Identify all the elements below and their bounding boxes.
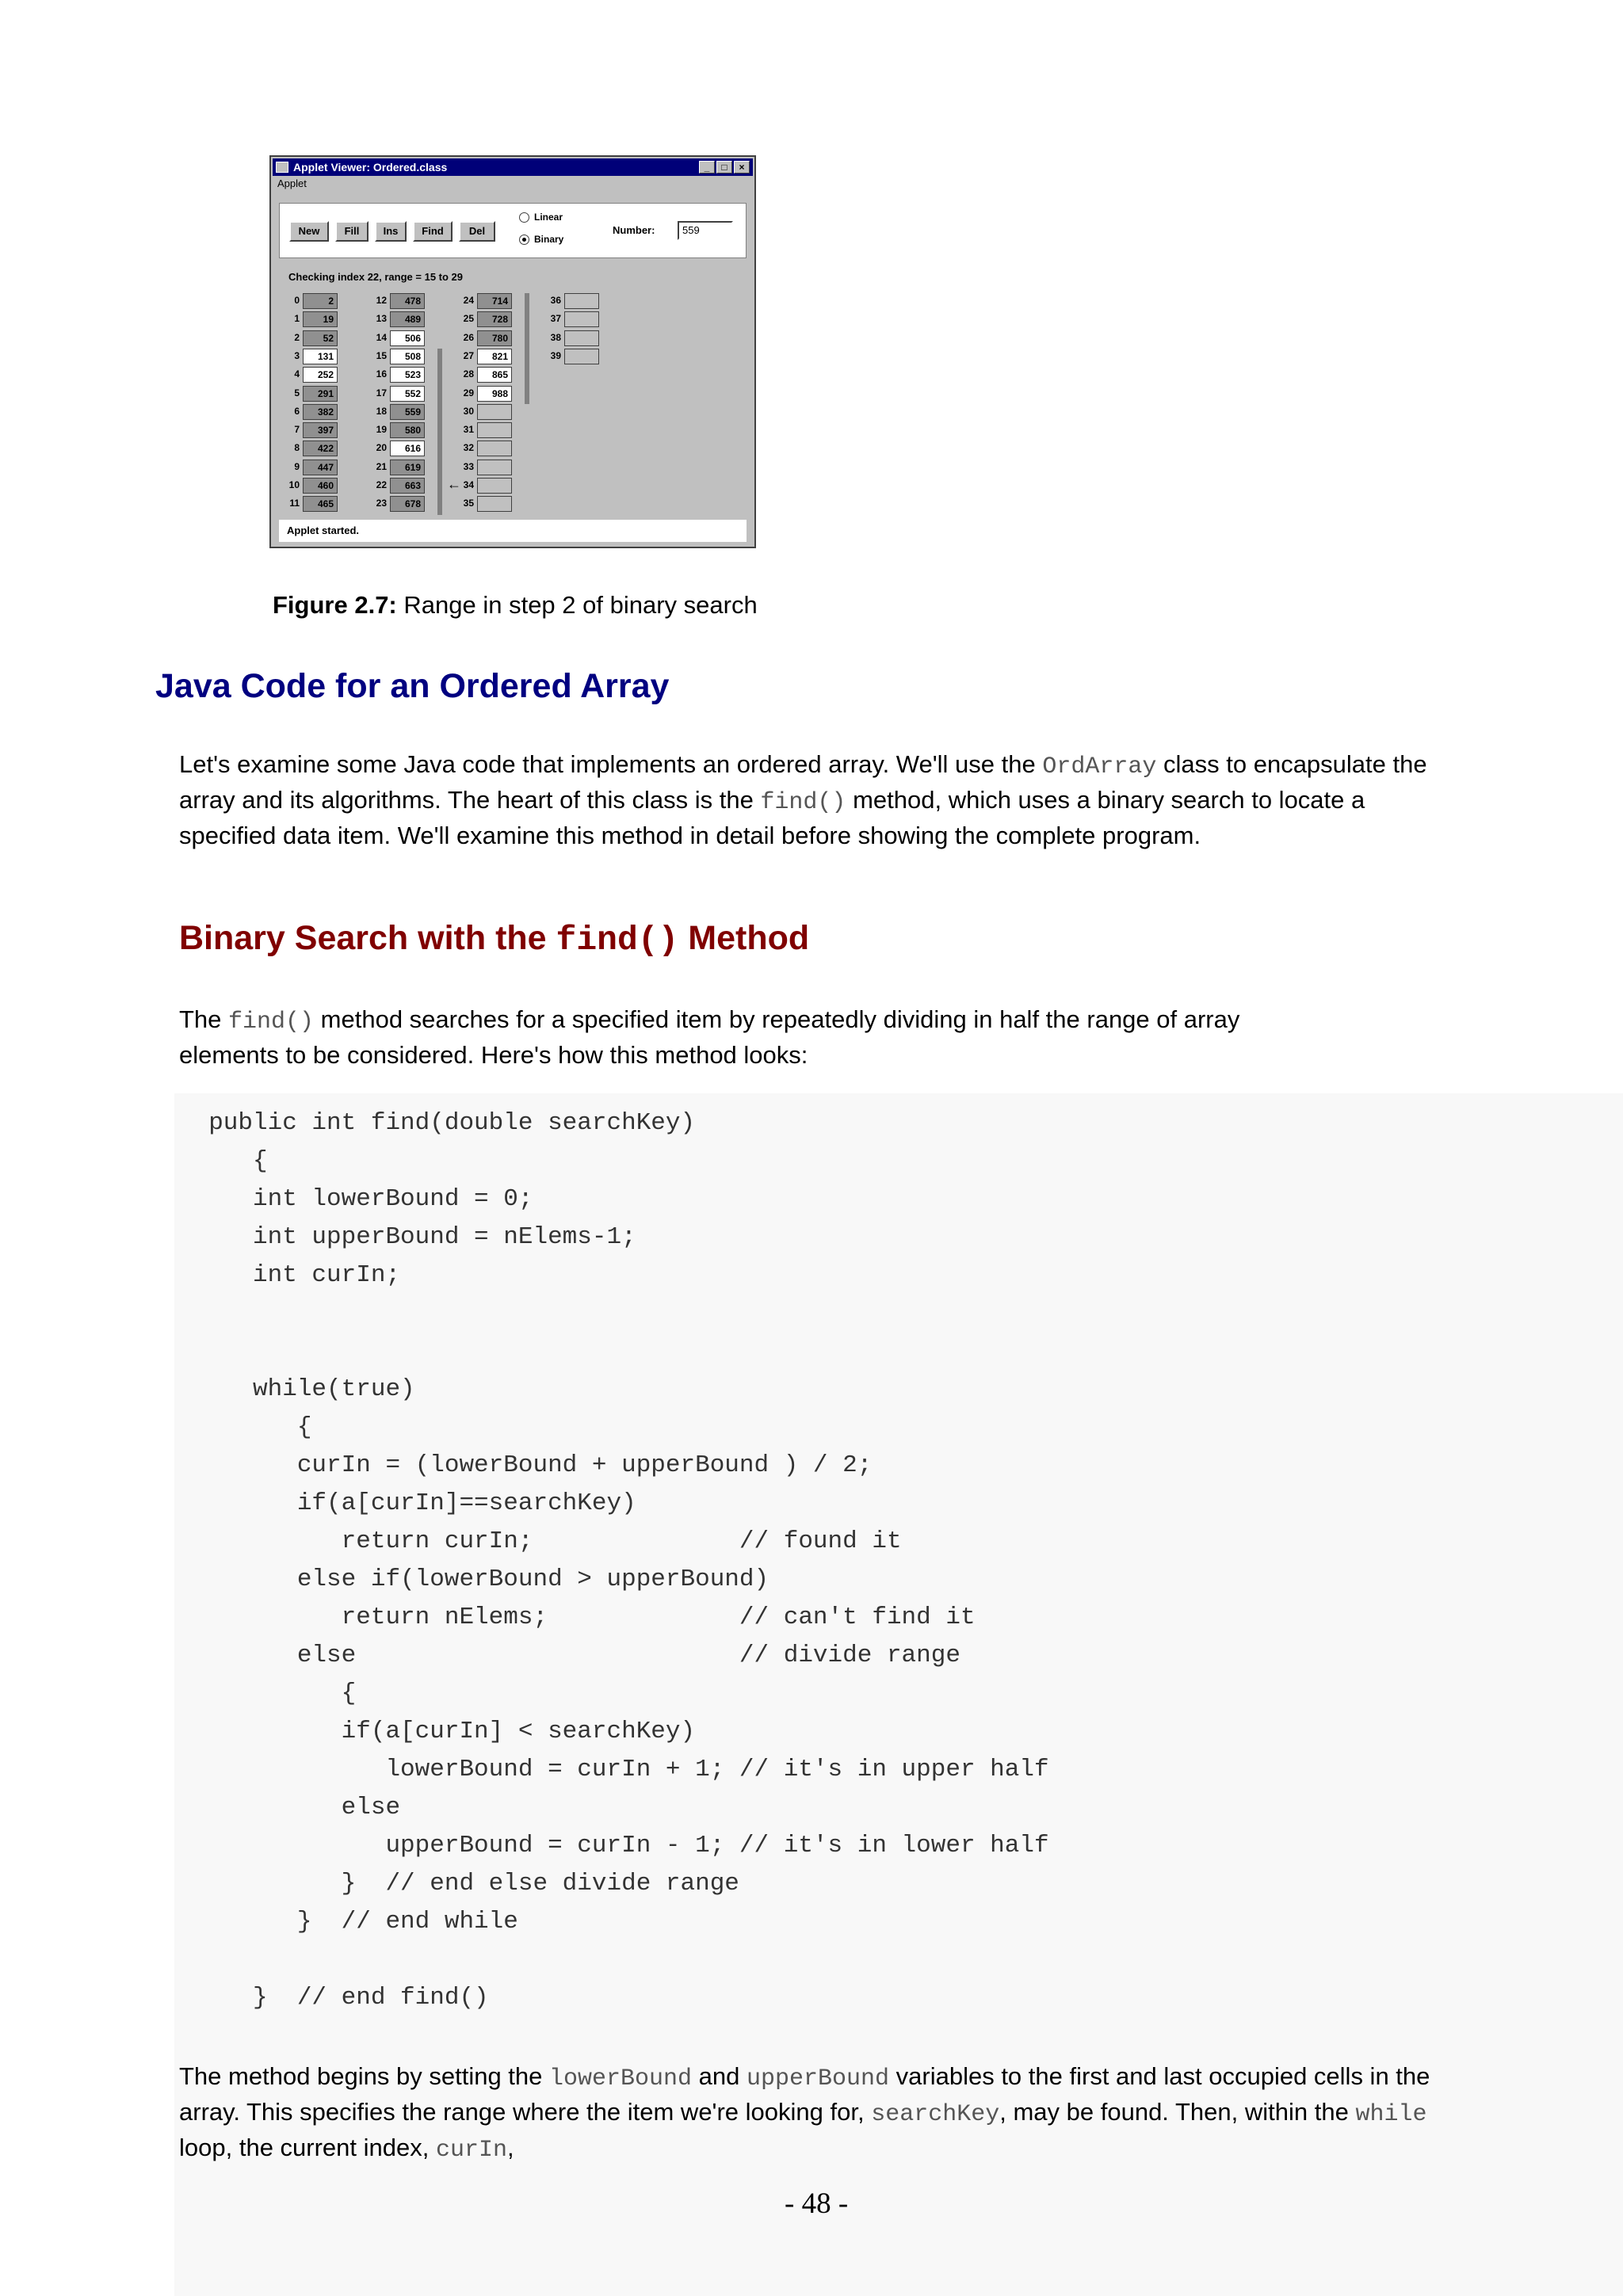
cell-index: 14 (376, 331, 387, 343)
radio-linear-icon (519, 212, 529, 223)
maximize-icon[interactable]: □ (716, 161, 732, 174)
cell-index: 38 (550, 331, 561, 343)
cell-index: 36 (550, 295, 561, 306)
cell-index: 5 (294, 387, 300, 399)
cell-index: 11 (289, 498, 300, 509)
code-listing: public int find(double searchKey) { int lowerBound = 0; int upperBound = nElems-1; int curIn; while(true) { curIn = (lowerBound + upperBound ) / 2; if(a[curIn]==searchKey) return curIn; // found it else if(lowerBound > upperBound) return nElems; // can't find it else // divide range { if(a[curIn] < searchKey) lowerBound = curIn + 1; // it's in upper half else upperBound = curIn - 1; // it's in lower half } // end else divide range } // end while } // end find() (208, 1109, 1049, 2012)
cell-index: 28 (463, 368, 474, 380)
cell-index: 19 (376, 424, 387, 436)
cell-index: 37 (550, 313, 561, 325)
cell-index: 26 (463, 331, 474, 343)
method-explanation-paragraph: The method begins by setting the lowerBound and upperBound variables to the first and last occupied cells in the array. This specifies the range where the item we're looking for, searchKey, may be found. Then, within the while loop, the current index, curIn, (179, 2062, 1430, 2164)
array-cell: 580 (390, 422, 425, 438)
page-number: - 48 - (785, 2187, 849, 2220)
range-bar (525, 293, 529, 404)
array-cell: 52 (303, 330, 338, 346)
array-cell: 988 (477, 386, 512, 402)
applet-title: Applet Viewer: Ordered.class (293, 161, 448, 174)
cell-index: 20 (376, 442, 387, 454)
array-cell: 422 (303, 441, 338, 456)
find-button[interactable]: Find (413, 221, 453, 242)
close-icon[interactable]: × (734, 161, 750, 174)
cell-index: 24 (463, 295, 474, 306)
array-cell (477, 441, 512, 456)
array-cell (477, 460, 512, 475)
array-cell: 678 (390, 496, 425, 512)
cell-index: 22 (376, 479, 387, 490)
cell-index: 27 (463, 349, 474, 361)
control-panel (279, 203, 747, 258)
cell-index: 7 (294, 424, 300, 436)
cell-index: 21 (376, 460, 387, 472)
array-cell: 552 (390, 386, 425, 402)
radio-linear[interactable] (519, 212, 563, 223)
cell-index: 17 (376, 387, 387, 399)
cell-index: 23 (376, 498, 387, 509)
cell-index: 32 (463, 442, 474, 454)
array-cell: 382 (303, 404, 338, 420)
cell-index: 3 (294, 349, 300, 361)
cell-index: 33 (463, 460, 474, 472)
cell-index: 0 (294, 295, 300, 306)
subsection-heading: Binary Search with the find() Method (179, 919, 810, 959)
applet-titlebar (273, 158, 753, 176)
array-cell: 465 (303, 496, 338, 512)
cell-index: 25 (463, 313, 474, 325)
array-cell: 523 (390, 367, 425, 383)
array-cell: 2 (303, 293, 338, 309)
app-icon (276, 162, 288, 173)
applet-status-text: Checking index 22, range = 15 to 29 (288, 271, 464, 283)
cell-index: 39 (550, 349, 561, 361)
cell-index: 12 (376, 295, 387, 306)
cell-index: 35 (463, 498, 474, 509)
cell-index: 2 (294, 331, 300, 343)
array-cell: 508 (390, 349, 425, 364)
array-cell: 447 (303, 460, 338, 475)
array-cell: 559 (390, 404, 425, 420)
cell-index: 16 (376, 368, 387, 380)
cell-index: 18 (376, 405, 387, 417)
number-input[interactable]: 559 (678, 221, 733, 240)
section-heading: Java Code for an Ordered Array (155, 667, 670, 705)
array-cell: 506 (390, 330, 425, 346)
applet-footer: Applet started. (279, 520, 747, 542)
array-cell (564, 330, 599, 346)
array-cell: 619 (390, 460, 425, 475)
new-button[interactable]: New (289, 221, 329, 242)
array-cell (564, 349, 599, 364)
cell-index: 6 (294, 405, 300, 417)
array-cell (564, 311, 599, 327)
array-cell: 291 (303, 386, 338, 402)
applet-menu[interactable]: Applet (277, 177, 307, 189)
array-cell (564, 293, 599, 309)
array-cell: 478 (390, 293, 425, 309)
cell-index: 13 (376, 313, 387, 325)
cell-index: 31 (463, 424, 474, 436)
array-cell (477, 422, 512, 438)
cell-index: 9 (294, 460, 300, 472)
radio-binary[interactable] (519, 234, 563, 245)
array-cell: 489 (390, 311, 425, 327)
current-index-arrow-icon: ← (447, 476, 461, 492)
range-bar (437, 349, 442, 515)
array-cell (477, 478, 512, 494)
cell-index: 1 (294, 313, 300, 325)
del-button[interactable]: Del (459, 221, 495, 242)
array-cell: 714 (477, 293, 512, 309)
array-cell: 19 (303, 311, 338, 327)
cell-index: 8 (294, 442, 300, 454)
array-cell: 131 (303, 349, 338, 364)
array-cell: 616 (390, 441, 425, 456)
array-cell (477, 496, 512, 512)
array-cell: 780 (477, 330, 512, 346)
array-cell: 460 (303, 478, 338, 494)
array-cell: 865 (477, 367, 512, 383)
fill-button[interactable]: Fill (335, 221, 369, 242)
radio-binary-label: Binary (534, 234, 564, 245)
find-intro-paragraph: The find() method searches for a specified item by repeatedly dividing in half the range of array elements to be considered. Here's how this method looks: (179, 1005, 1240, 1069)
cell-index: 30 (463, 405, 474, 417)
array-cell: 397 (303, 422, 338, 438)
radio-linear-label: Linear (534, 212, 563, 223)
cell-index: 34 (463, 479, 474, 490)
array-cell: 252 (303, 367, 338, 383)
figure-caption (273, 591, 758, 620)
cell-index: 29 (463, 387, 474, 399)
cell-index: 4 (294, 368, 300, 380)
minimize-icon[interactable]: _ (699, 161, 715, 174)
number-label: Number: (613, 224, 655, 236)
array-cell (477, 404, 512, 420)
caption-text: Range in step 2 of binary search (396, 591, 758, 619)
array-cell: 663 (390, 478, 425, 494)
applet-window (269, 155, 756, 548)
intro-paragraph: Let's examine some Java code that implements an ordered array. We'll use the OrdArray class to encapsulate the array and its algorithms. The heart of this class is the find() method, which uses a binary search to locate a specified data item. We'll examine this method in detail before showing the complete program. (179, 750, 1427, 849)
cell-index: 10 (288, 479, 300, 490)
cell-index: 15 (376, 349, 387, 361)
radio-binary-icon (519, 235, 529, 245)
array-cell: 728 (477, 311, 512, 327)
ins-button[interactable]: Ins (375, 221, 407, 242)
caption-label: Figure 2.7: (273, 591, 397, 619)
array-cell: 821 (477, 349, 512, 364)
